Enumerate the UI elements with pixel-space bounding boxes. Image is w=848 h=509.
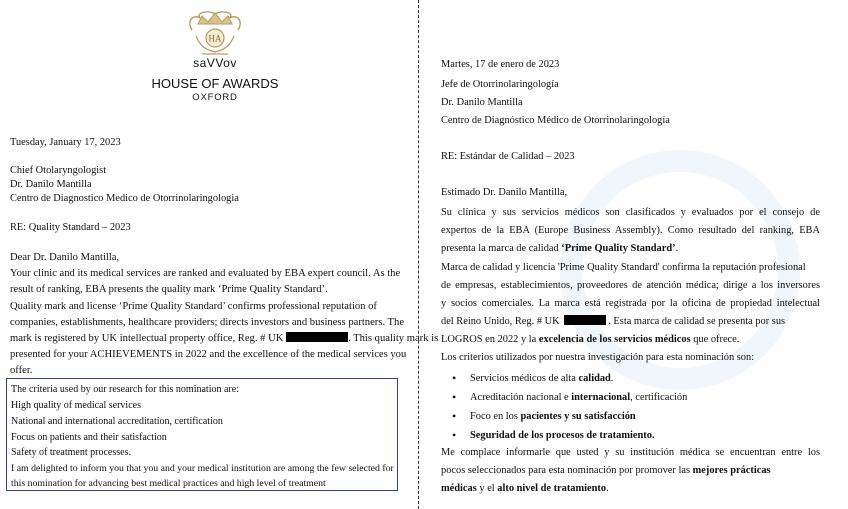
body-line-registration	[441, 313, 820, 332]
closing-line	[441, 462, 771, 481]
body-line: Marca de calidad y licencia 'Prime Quality Standard' confirma la reputación profesional	[441, 262, 806, 273]
body-line: companies, establishments, healthcare providers; directs investors and business partners. The	[10, 317, 405, 328]
recipient-line: Jefe de Otorrinolaringología	[441, 79, 559, 90]
closing-line	[441, 480, 609, 499]
body-text: del Reino Unido, Reg. # UK	[441, 316, 560, 327]
recipient-line: Centro de Diagnostico Medico de Otorrinolaringologia	[10, 193, 239, 204]
criteria-text: Servicios médicos de alta	[470, 373, 579, 384]
greeting: Estimado Dr. Danilo Mantilla,	[441, 187, 568, 198]
criteria-bold: internacional	[571, 392, 631, 403]
criteria-item	[452, 426, 687, 445]
body-line: presented for your ACHIEVEMENTS in 2022 and the excellence of the medical services you	[10, 349, 407, 360]
closing-bold: médicas	[441, 483, 477, 494]
body-text: . This quality mark is	[348, 333, 439, 344]
criteria-bold: Seguridad de los procesos de tratamiento.	[470, 430, 655, 441]
criteria-text: , certificación	[630, 392, 688, 403]
body-line: expertos de la EBA (Europe Business Assembly). Como resultado del ranking, EBA	[441, 225, 820, 236]
criteria-list	[452, 369, 687, 445]
criteria-item	[452, 388, 687, 407]
subject-line: RE: Estándar de Calidad – 2023	[441, 151, 575, 162]
body-line: y socios comerciales. La marca está registrada por la oficina de propiedad intelectual	[441, 298, 820, 309]
crest-logo-icon	[184, 10, 246, 58]
criteria-bold: calidad	[578, 373, 611, 384]
criteria-text: .	[610, 373, 614, 384]
recipient-line: Dr. Danilo Mantilla	[10, 179, 92, 190]
body-line: de empresas, establecimientos, proveedores de atención médica; dirige a los inversores	[441, 280, 820, 291]
closing-bold: alto nivel de tratamiento	[497, 483, 607, 494]
criteria-item: Safety of treatment processes.	[11, 447, 131, 458]
criteria-item: National and international accreditation, certification	[11, 416, 223, 427]
closing-line: this nomination for advancing best medical practices and high level of treatment	[11, 478, 326, 489]
page-divider	[418, 0, 419, 509]
criteria-item: Focus on patients and their satisfaction	[11, 432, 167, 443]
recipient-line: Centro de Diagnóstico Médico de Otorrinolaringología	[441, 115, 670, 126]
recipient-line: Dr. Danilo Mantilla	[441, 97, 523, 108]
closing-text: pocos seleccionados para esta nominación por promover las	[441, 465, 693, 476]
body-text: .	[675, 243, 679, 254]
logo-brand: saVVov	[193, 56, 237, 70]
criteria-item: High quality of medical services	[11, 400, 141, 411]
redaction-bar	[286, 332, 348, 342]
closing-line: I am delighted to inform you that you and your medical institution are among the few selected for	[11, 463, 394, 474]
body-text: que ofrece.	[690, 334, 740, 345]
redaction-bar	[564, 315, 606, 325]
criteria-item	[452, 407, 687, 426]
body-text: mark is registered by UK intellectual property office, Reg. # UK	[10, 333, 284, 344]
body-line: Su clínica y sus servicios médicos son clasificados y evaluados por el consejo de	[441, 207, 820, 218]
body-line: Quality mark and license ‘Prime Quality Standard’ confirms professional reputation of	[10, 301, 377, 312]
crest-monogram: HA	[208, 33, 222, 44]
closing-bold: mejores prácticas	[692, 465, 771, 476]
body-line	[441, 240, 678, 259]
body-text: . Esta marca de calidad se presenta por sus	[608, 316, 786, 327]
criteria-text: Foco en los	[470, 411, 521, 422]
logo-city: OXFORD	[192, 92, 238, 103]
body-text: LOGROS en 2022 y la	[441, 334, 539, 345]
body-line-registration	[10, 330, 438, 347]
body-line	[441, 331, 739, 350]
closing-text: y el	[476, 483, 498, 494]
body-line: result of ranking, EBA presents the quality mark ‘Prime Quality Standard’.	[10, 284, 328, 295]
letter-date: Martes, 17 de enero de 2023	[441, 59, 560, 70]
criteria-item	[452, 369, 687, 388]
body-line: Your clinic and its medical services are ranked and evaluated by EBA expert council. As the	[10, 268, 401, 279]
body-bold: excelencia de los servicios médicos	[538, 334, 691, 345]
criteria-intro: Los criterios utilizados por nuestra investigación para esta nominación son:	[441, 352, 755, 363]
body-line: offer.	[10, 365, 33, 376]
closing-text: .	[606, 483, 609, 494]
criteria-intro: The criteria used by our research for this nomination are:	[11, 384, 239, 395]
body-bold: ‘Prime Quality Standard’	[561, 243, 676, 254]
criteria-text: Acreditación nacional e	[470, 392, 572, 403]
recipient-line: Chief Otolaryngologist	[10, 165, 107, 176]
criteria-bold: pacientes y su satisfacción	[520, 411, 636, 422]
letter-date: Tuesday, January 17, 2023	[10, 137, 121, 148]
subject-line: RE: Quality Standard – 2023	[10, 222, 131, 233]
closing-line: Me complace informarle que usted y su institución médica se encuentran entre los	[441, 447, 820, 458]
greeting: Dear Dr. Danilo Mantilla,	[10, 252, 120, 263]
logo-house: HOUSE OF AWARDS	[151, 76, 279, 91]
body-text: presenta la marca de calidad	[441, 243, 562, 254]
